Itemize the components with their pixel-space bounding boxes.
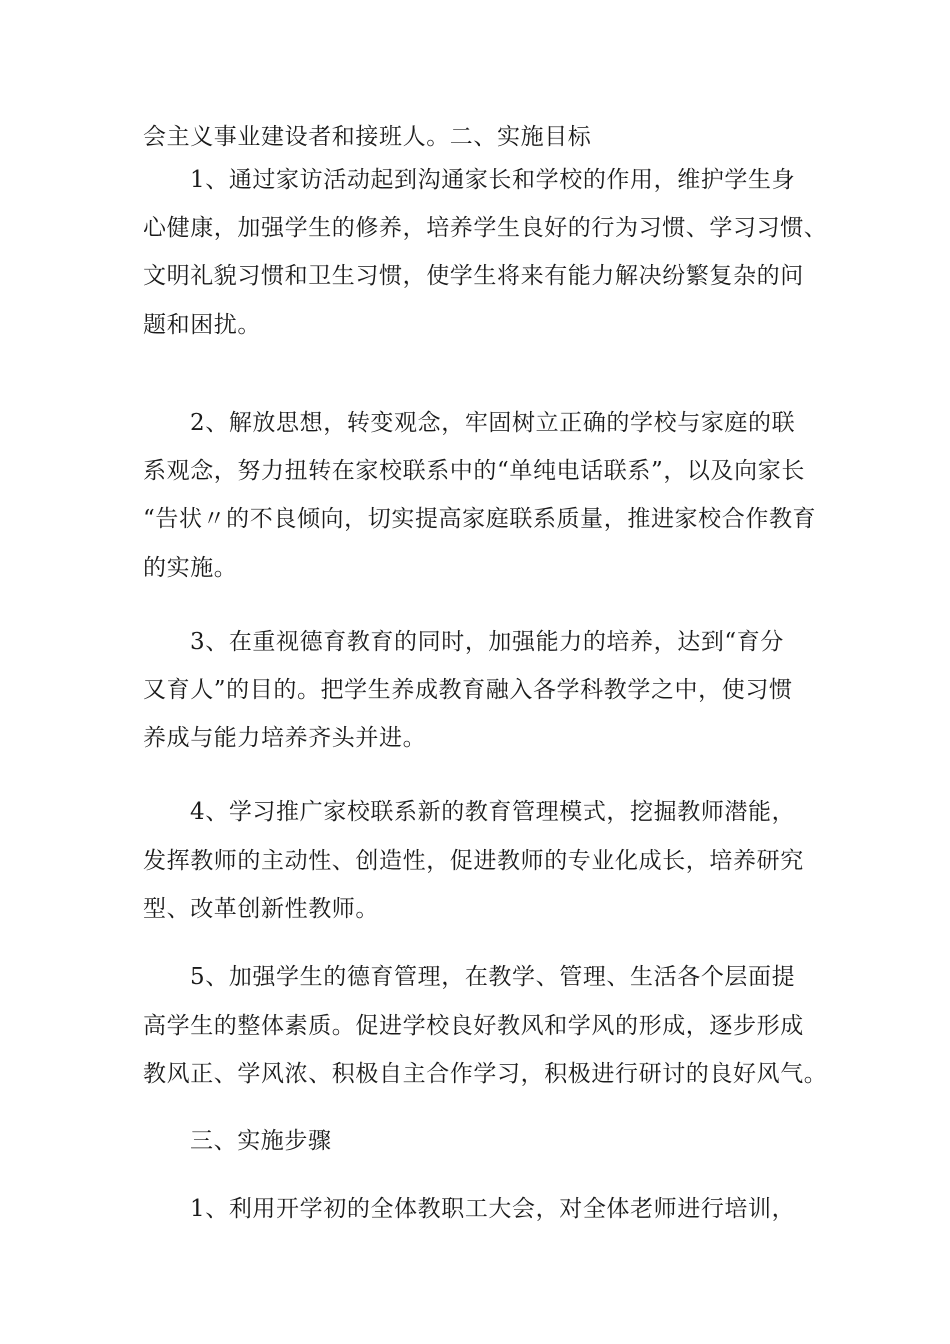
text-line: 又育人”的目的。把学生养成教育融入各学科教学之中，使习惯 (143, 677, 793, 703)
text-line: 4、学习推广家校联系新的教育管理模式，挖掘教师潜能， (190, 799, 796, 825)
text-line: 题和困扰。 (143, 312, 261, 338)
text-line: 教风正、学风浓、积极自主合作学习，积极进行研讨的良好风气。 (143, 1061, 828, 1087)
text-line: 3、在重视德育教育的同时，加强能力的培养，达到“育分 (190, 629, 784, 655)
text-line: 5、加强学生的德育管理，在教学、管理、生活各个层面提 (190, 964, 796, 990)
text-line: 1、利用开学初的全体教职工大会，对全体老师进行培训， (190, 1196, 796, 1222)
text-line: 高学生的整体素质。促进学校良好教风和学风的形成，逐步形成 (143, 1013, 804, 1039)
text-line: 1、通过家访活动起到沟通家长和学校的作用，维护学生身 (190, 167, 796, 193)
text-line: 养成与能力培养齐头并进。 (143, 725, 427, 751)
section-heading: 三、实施步骤 (190, 1128, 332, 1154)
text-line: 心健康，加强学生的修养，培养学生良好的行为习惯、学习习惯、 (143, 215, 828, 241)
text-line: 2、解放思想，转变观念，牢固树立正确的学校与家庭的联 (190, 410, 796, 436)
text-line: 型、改革创新性教师。 (143, 896, 379, 922)
text-line: 的实施。 (143, 555, 238, 581)
text-line: 系观念，努力扭转在家校联系中的“单纯电话联系”，以及向家长 (143, 458, 805, 484)
text-line: 发挥教师的主动性、创造性，促进教师的专业化成长，培养研究 (143, 848, 804, 874)
text-line: “告状〃的不良倾向，切实提高家庭联系质量，推进家校合作教育 (143, 506, 817, 532)
text-line: 文明礼貌习惯和卫生习惯，使学生将来有能力解决纷繁复杂的问 (143, 263, 804, 289)
text-line: 会主义事业建设者和接班人。二、实施目标 (143, 124, 592, 150)
